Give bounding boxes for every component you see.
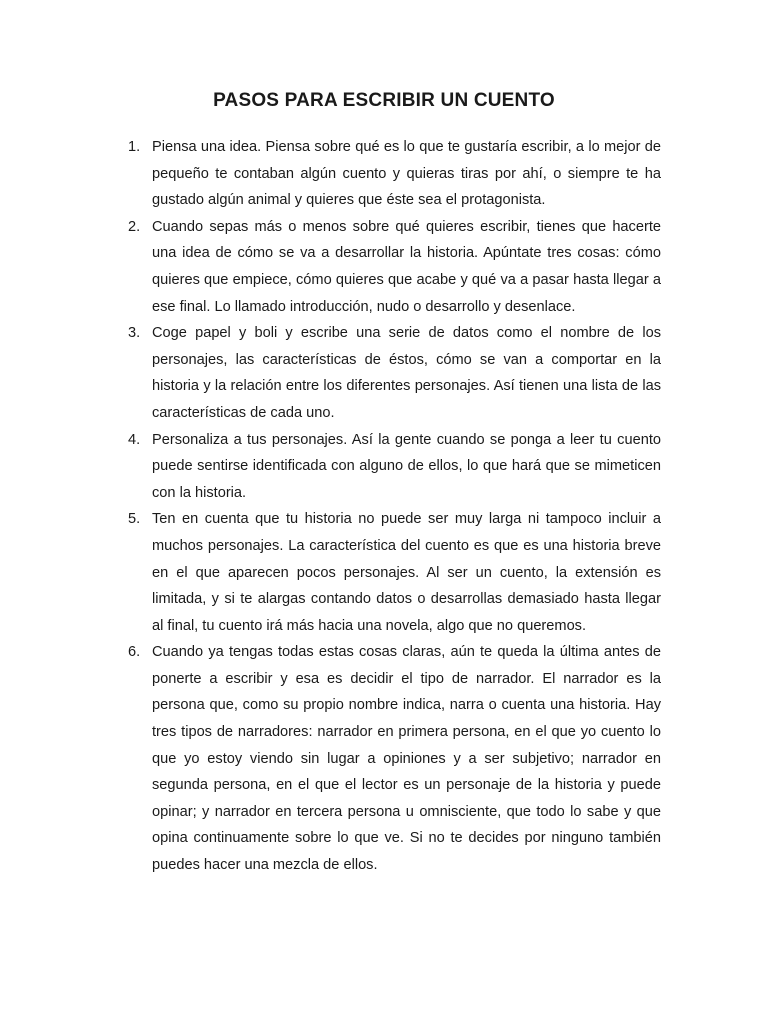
step-item-5 [128, 506, 661, 639]
step-item-6 [128, 639, 661, 878]
document-title: PASOS PARA ESCRIBIR UN CUENTO [213, 90, 555, 111]
step-text: Piensa una idea. Piensa sobre qué es lo que te gustaría escribir, a lo mejor de pequeño te contaban algún cuento y quieras tiras por ahí, o siempre te ha gustado algún animal y quieres que éste sea el protagonista. [152, 139, 661, 209]
step-text: Ten en cuenta que tu historia no puede ser muy larga ni tampoco incluir a muchos personajes. La característica del cuento es que es una historia breve en el que aparecen pocos personajes. Al ser un cuento, la extensión es limitada, y si te alargas contando datos o desarrollas demasiado hasta llegar al final, tu cuento irá más hacia una novela, algo que no queremos. [152, 511, 661, 634]
step-item-4 [128, 427, 661, 507]
step-number: 6. [128, 644, 141, 661]
step-number: 1. [128, 139, 141, 155]
step-text: Cuando sepas más o menos sobre qué quieres escribir, tienes que hacerte una idea de cómo se va a desarrollar la historia. Apúntate tres cosas: cómo quieres que empiece, cómo quieres que acabe y qué va a pasar hasta llegar a ese final. Lo llamado introducción, nudo o desarrollo y desenlace. [152, 218, 661, 315]
step-number: 4. [128, 431, 141, 448]
step-number: 2. [128, 218, 141, 235]
step-item-2 [128, 214, 661, 320]
step-item-1 [128, 134, 661, 214]
steps-list [128, 134, 661, 879]
step-text: Coge papel y boli y escribe una serie de datos como el nombre de los personajes, las características de éstos, cómo se van a comportar en la historia y la relación entre los diferentes personajes. Así tienen una lista de las características de cada uno. [152, 325, 661, 421]
step-number: 3. [128, 325, 141, 342]
step-text: Cuando ya tengas todas estas cosas claras, aún te queda la última antes de ponerte a escribir y esa es decidir el tipo de narrador. El narrador es la persona que, como su propio nombre indica, narra o cuenta una historia. Hay tres tipos de narradores: narrador en primera persona, en el que yo cuento lo que yo estoy viendo sin lugar a opiniones y a ser subjetivo; narrador en segunda persona, en el que el lector es un personaje de la historia y puede opinar; y narrador en tercera persona u omnisciente, que todo lo sabe y que opina continuamente sobre lo que ve. Si no te decides por ninguno también puedes hacer una mezcla de ellos. [152, 644, 661, 874]
step-item-3 [128, 320, 661, 426]
step-number: 5. [128, 511, 141, 528]
step-text: Personaliza a tus personajes. Así la gente cuando se ponga a leer tu cuento puede sentirse identificada con alguno de ellos, lo que hará que se mimeticen con la historia. [152, 431, 661, 501]
